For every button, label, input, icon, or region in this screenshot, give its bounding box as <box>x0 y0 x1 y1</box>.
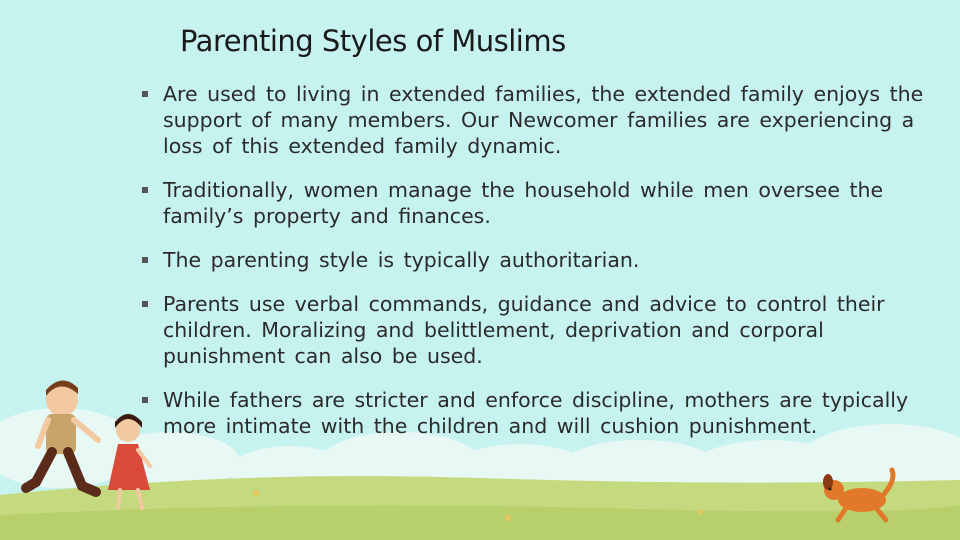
bullet-item <box>140 387 952 439</box>
square-bullet-icon <box>142 257 148 263</box>
square-bullet-icon <box>142 91 148 97</box>
bullet-item <box>140 247 952 273</box>
square-bullet-icon <box>142 187 148 193</box>
bullet-item <box>140 177 952 229</box>
square-bullet-icon <box>142 397 148 403</box>
bullet-item <box>140 81 952 159</box>
bullet-text: Are used to living in extended families, the extended family enjoys the support of many members. Our Newcomer families are experiencing a loss of this extended family dynamic. <box>163 82 924 158</box>
bullet-item <box>140 291 952 369</box>
bullet-text: While fathers are stricter and enforce discipline, mothers are typically more intimate with the children and will cushion punishment. <box>163 388 909 438</box>
bullet-text: Traditionally, women manage the household while men oversee the family’s property and finances. <box>163 178 884 228</box>
bullet-text: Parents use verbal commands, guidance and advice to control their children. Moralizing and belittlement, deprivation and corporal punishment can also be used. <box>163 292 885 368</box>
slide-title: Parenting Styles of Muslims <box>180 24 566 58</box>
bullet-text: The parenting style is typically authoritarian. <box>163 248 640 272</box>
square-bullet-icon <box>142 301 148 307</box>
bullet-list <box>140 81 952 457</box>
